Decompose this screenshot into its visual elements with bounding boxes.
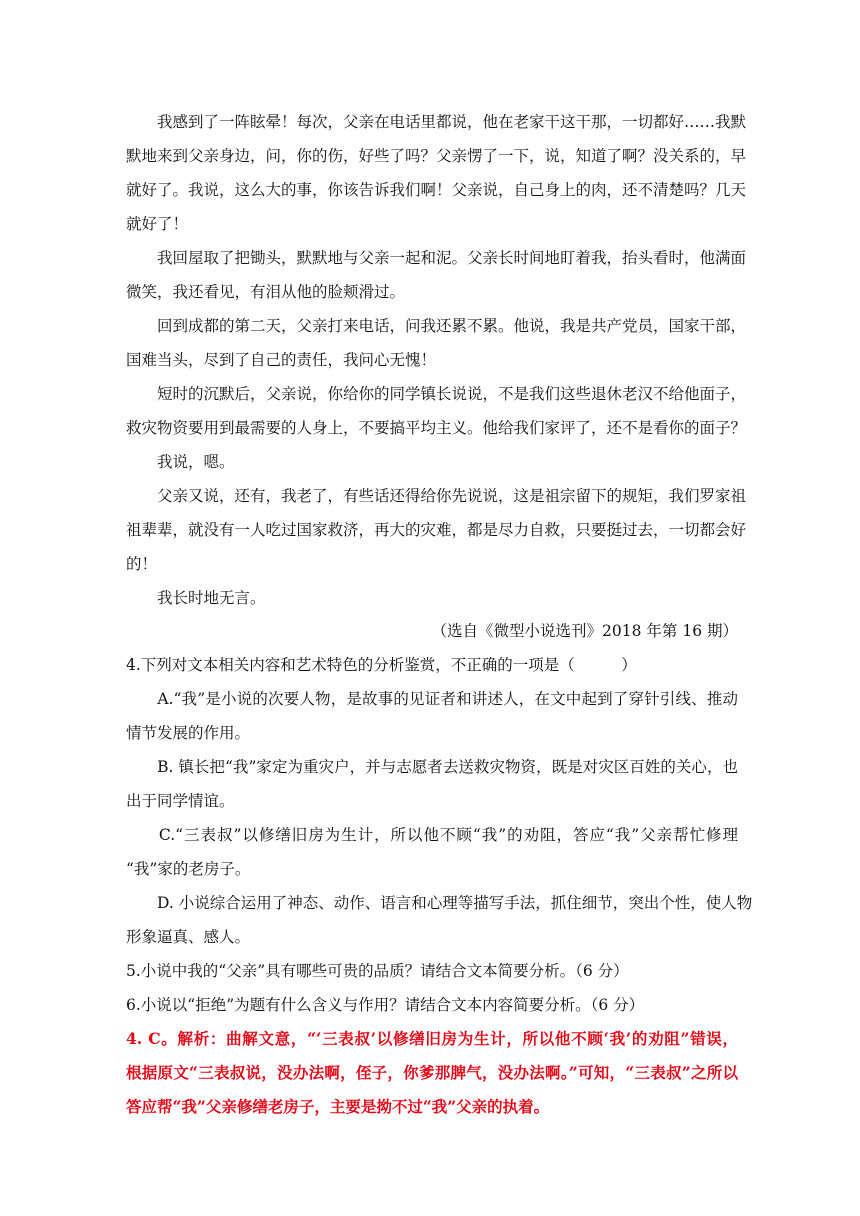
option-d-line: D. 小说综合运用了神态、动作、语言和心理等描写手法，抓住细节，突出个性，使人物 xyxy=(126,894,753,912)
option-c-line: “我”家的老房子。 xyxy=(126,860,251,878)
story-line: 我说，嗯。 xyxy=(126,453,235,471)
answer-line: 根据原文“三表叔说，没办法啊，侄子，你爹那脾气，没办法啊。”可知，“三表叔”之所以 xyxy=(126,1063,738,1082)
source-citation: （选自《微型小说选刊》2018 年第 16 期） xyxy=(431,622,738,640)
story-line: 短时的沉默后，父亲说，你给你的同学镇长说说，不是我们这些退休老汉不给他面子， xyxy=(126,385,747,403)
option-b-line: B. 镇长把“我”家定为重灾户，并与志愿者去送救灾物资，既是对灾区百姓的关心，也 xyxy=(126,758,738,776)
option-d-line: 形象逼真、感人。 xyxy=(126,928,251,946)
story-line: 我长时地无言。 xyxy=(126,589,266,607)
story-line: 国难当头，尽到了自己的责任，我问心无愧！ xyxy=(126,351,437,369)
story-line: 就好了。我说，这么大的事，你该告诉我们啊！父亲说，自己身上的肉，还不清楚吗？几天 xyxy=(126,181,747,199)
option-a-line: A.“我”是小说的次要人物，是故事的见证者和讲述人，在文中起到了穿针引线、推动 xyxy=(126,690,738,708)
story-line: 微笑，我还看见，有泪从他的脸颊滑过。 xyxy=(126,283,406,301)
story-line: 就好了！ xyxy=(126,215,189,233)
option-c-line: C.“三表叔”以修缮旧房为生计，所以他不顾“我”的劝阻，答应“我”父亲帮忙修理 xyxy=(126,826,738,844)
story-line: 我感到了一阵眩晕！每次，父亲在电话里都说，他在老家干这干那，一切都好……我默 xyxy=(126,113,747,131)
story-line: 默地来到父亲身边，问，你的伤，好些了吗？父亲愣了一下，说，知道了啊？没关系的，早 xyxy=(126,147,747,165)
story-line: 我回屋取了把锄头，默默地与父亲一起和泥。父亲长时间地盯着我，抬头看时，他满面 xyxy=(126,249,747,267)
story-line: 回到成都的第二天，父亲打来电话，问我还累不累。他说，我是共产党员，国家干部， xyxy=(126,317,747,335)
story-line: 救灾物资要用到最需要的人身上，不要搞平均主义。他给我们家评了，还不是看你的面子？ xyxy=(126,419,747,437)
story-line: 祖辈辈，就没有一人吃过国家救济，再大的灾难，都是尽力自救，只要挺过去，一切都会好 xyxy=(126,521,747,539)
story-line: 的！ xyxy=(126,555,158,573)
option-a-line: 情节发展的作用。 xyxy=(126,724,251,742)
question-6: 6.小说以“拒绝”为题有什么含义与作用？请结合文本内容简要分析。（6 分） xyxy=(126,996,645,1014)
option-b-line: 出于同学情谊。 xyxy=(126,792,235,810)
answer-line: 4. C。解析：曲解文意，“‘三表叔’以修缮旧房为生计，所以他不顾‘我’的劝阻”错误， xyxy=(126,1029,738,1048)
question-4-stem: 4.下列对文本相关内容和艺术特色的分析鉴赏，不正确的一项是（ ） xyxy=(126,656,637,674)
story-line: 父亲又说，还有，我老了，有些话还得给你先说说，这是祖宗留下的规矩，我们罗家祖 xyxy=(126,487,747,505)
answer-line: 答应帮“我”父亲修缮老房子，主要是拗不过“我”父亲的执着。 xyxy=(126,1097,550,1116)
question-5: 5.小说中我的“父亲”具有哪些可贵的品质？请结合文本简要分析。（6 分） xyxy=(126,962,629,980)
